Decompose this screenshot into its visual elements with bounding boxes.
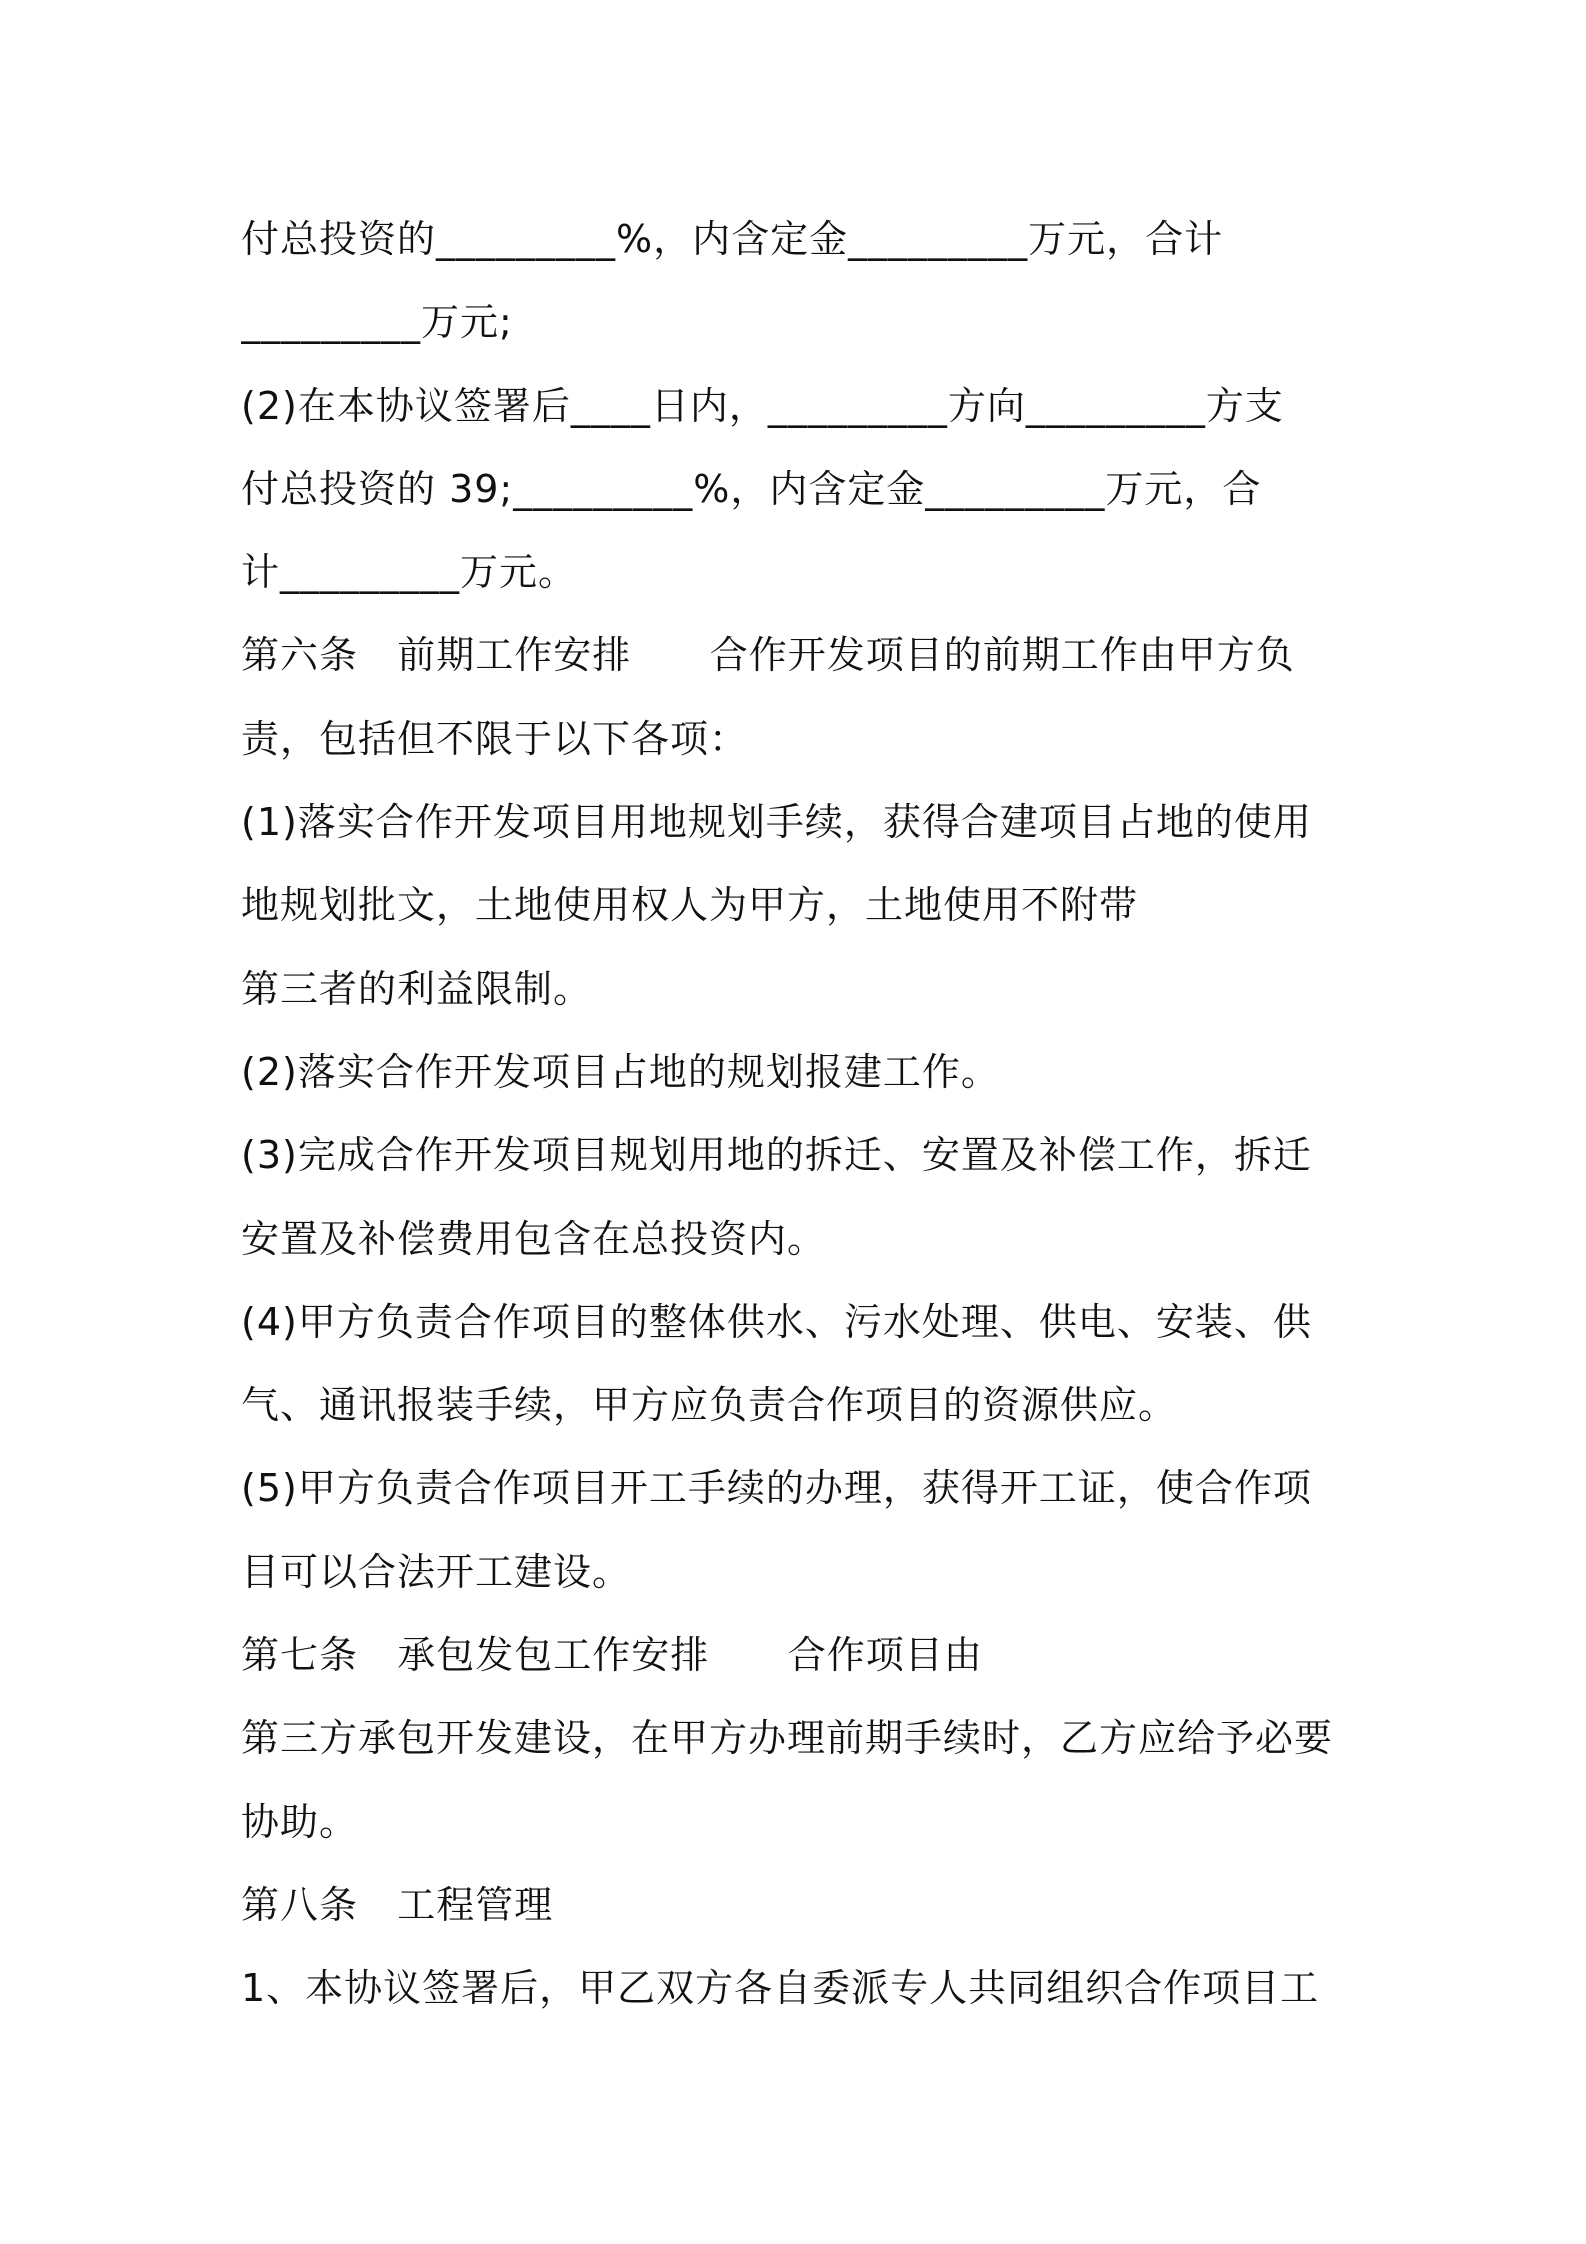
text-line: _________万元; bbox=[241, 300, 513, 345]
text-line: 第三者的利益限制。 bbox=[241, 966, 593, 1011]
text-line: 气、通讯报装手续，甲方应负责合作项目的资源供应。 bbox=[241, 1383, 1178, 1428]
article-heading-line: 第七条 承包发包工作安排 合作项目由 bbox=[241, 1633, 983, 1678]
text-line: 责，包括但不限于以下各项： bbox=[241, 716, 749, 761]
article-heading-line: 第八条 工程管理 bbox=[241, 1882, 554, 1927]
text-line: 第三方承包开发建设，在甲方办理前期手续时，乙方应给予必要 bbox=[241, 1716, 1334, 1761]
text-line: (4)甲方负责合作项目的整体供水、污水处理、供电、安装、供 bbox=[241, 1299, 1312, 1344]
article-heading-line: 第六条 前期工作安排 合作开发项目的前期工作由甲方负 bbox=[241, 633, 1295, 678]
text-line: 1、本协议签署后，甲乙双方各自委派专人共同组织合作项目工 bbox=[241, 1966, 1320, 2011]
text-line: 安置及补偿费用包含在总投资内。 bbox=[241, 1216, 827, 1261]
text-line: (2)在本协议签署后____日内，_________方向_________方支 bbox=[241, 383, 1284, 428]
document-body bbox=[241, 198, 1357, 2031]
text-line: (5)甲方负责合作项目开工手续的办理，获得开工证，使合作项 bbox=[241, 1466, 1312, 1511]
text-line: (1)落实合作开发项目用地规划手续，获得合建项目占地的使用 bbox=[241, 800, 1312, 845]
text-line: 计_________万元。 bbox=[241, 550, 578, 595]
text-line: 付总投资的_________%，内含定金_________万元，合计 bbox=[241, 217, 1224, 261]
text-line: 付总投资的 39;_________%，内含定金_________万元，合 bbox=[241, 466, 1262, 511]
text-line: 目可以合法开工建设。 bbox=[241, 1549, 632, 1594]
text-line: (2)落实合作开发项目占地的规划报建工作。 bbox=[241, 1049, 1000, 1094]
text-line: 协助。 bbox=[241, 1799, 359, 1844]
text-line: 地规划批文，土地使用权人为甲方，土地使用不附带 bbox=[241, 883, 1139, 928]
text-line: (3)完成合作开发项目规划用地的拆迁、安置及补偿工作，拆迁 bbox=[241, 1133, 1312, 1178]
